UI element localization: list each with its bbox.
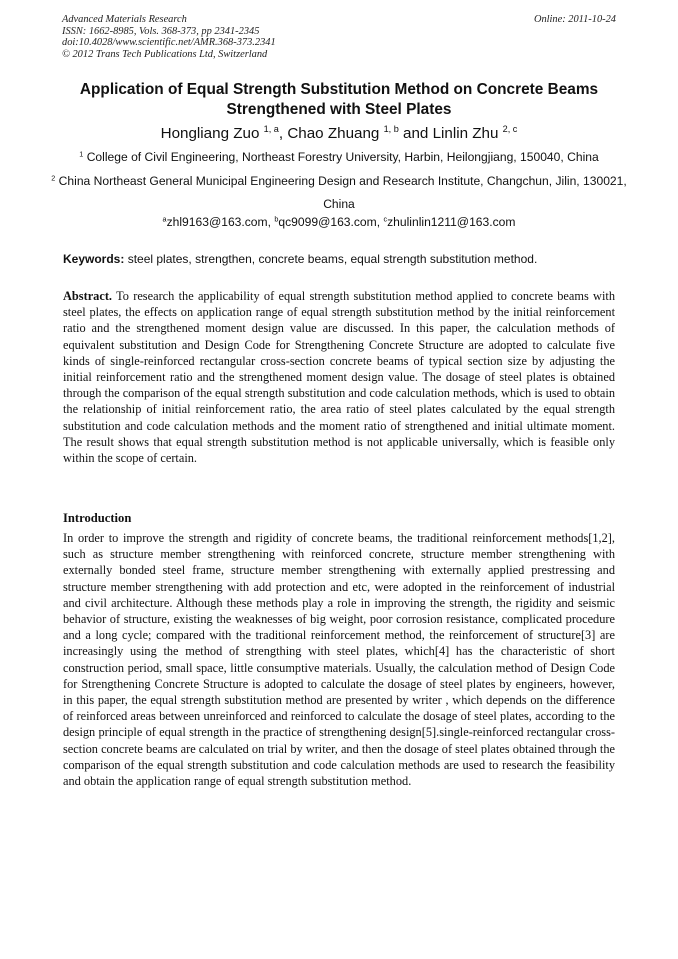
journal-header [62,14,616,60]
paper-title [40,80,638,119]
abstract-label: Abstract. [63,289,113,303]
title-line-1: Application of Equal Strength Substitution Method on Concrete Beams [79,81,599,98]
author-sup: 1, a [263,124,279,135]
affiliation-1 [40,146,638,169]
affiliation-number: 1 [79,149,84,159]
author-separator: , [278,125,288,142]
journal-name: Advanced Materials Research [62,14,187,25]
keywords-text: steel plates, strengthen, concrete beams, equal strength substitution method. [127,252,538,266]
issn-line: ISSN: 1662-8985, Vols. 368-373, pp 2341-2345 [62,25,260,37]
author-sup: 2, c [502,124,518,135]
keywords-label: Keywords: [63,252,125,266]
introduction-heading: Introduction [63,511,132,525]
author-name: Hongliang Zuo [160,125,260,142]
email-address[interactable]: qc9099@163.com [278,215,377,229]
author-sup: 1, b [383,124,399,135]
affiliation-text: China Northeast General Municipal Engineering Design and Research Institute, Changchun, Jilin, 130021, China [58,174,627,211]
email-sup: b [274,214,279,224]
author-separator: and [398,125,433,142]
email-address[interactable]: zhl9163@163.com [166,215,268,229]
author-name: Linlin Zhu [432,125,499,142]
introduction-body: In order to improve the strength and rigidity of concrete beams, the traditional reinforcement methods[1,2], such as structure member strengthening with reinforced concrete, structure member strengthening with externally bonded steel frame, structure member strengthening with externally applied prestressing and structure member strengthening with add protection and etc, were adopted in the reinforcement of industrial and civil architecture. Although these methods play a role in improving the strength, the rigidity and seismic behavior of structure, existing the weaknesses of big weight, poor corrosion resistance, complicated procedure and a long cycle; compared with the traditional reinforcement method, the reinforcement of structure[3] are increasingly using the method of strengthing with steel plates, which[4] has the characteristic of short construction period, small space, little consumptive materials. Usually, the calculation method of Design Code for Strengthening Concrete Structure is adopted to calculate the dosage of steel plates by engineers, however, in this paper, the equal strength substitution method are presented by writer , which depends on the difference of reinforced areas between unreinforced and reinforced to calculate the dosage of steel plates, according to the design principle of equal strength in the practice of strengthening design[5].single-reinforced rectangular cross-section concrete beams are calculated on trial by writer, and then the dosage of steel plates obtained through the comparison of the equal strength substitution and code calculation methods are used to research the feasibility and obtain the application range of equal strength substitution method. [63,531,615,789]
affiliation-number: 2 [51,173,56,183]
author-name: Chao Zhuang [287,125,380,142]
author-list [40,124,638,144]
email-address[interactable]: zhulinlin1211@163.com [387,215,516,229]
abstract [63,288,615,466]
email-sup: a [162,214,167,224]
email-separator: , [267,215,275,229]
abstract-text: To research the applicability of equal strength substitution method applied to concrete beams with steel plates, the effects on application range of equal strength substitution method by the initial reinforcement ratio and the strengthened moment design value are discussed. In this paper, the calculation methods of equivalent substitution and Design Code for Strengthening Concrete Structure are adopted to calculate five kinds of single-reinforced rectangular cross-section concrete beams of typical section size by adjusting the initial reinforcement ratio and the strengthened moment design value. The dosage of steel plates is obtained through the comparison of the equal strength substitution and code calculation methods, which is used to obtain the relationship of initial reinforcement ratio, the area ratio of steel plates calculated by the equal strength substitution and code calculation methods and the moment ratio of strengthened and initial ultimate moment. The result shows that equal strength substitution method is not applicable universally, which is feasible only within the scope of certain. [63,289,615,466]
email-separator: , [376,215,384,229]
online-date: Online: 2011-10-24 [533,14,616,25]
affiliation-2 [40,170,638,216]
email-list [40,213,638,231]
doi-line: doi:10.4028/www.scientific.net/AMR.368-373.2341 [62,37,276,49]
email-sup: c [383,214,388,224]
title-line-2: Strengthened with Steel Plates [226,100,452,118]
keywords [63,251,615,267]
affiliation-text: College of Civil Engineering, Northeast Forestry University, Harbin, Heilongjiang, 150040, China [86,150,599,164]
copyright-line: © 2012 Trans Tech Publications Ltd, Switzerland [62,48,268,60]
